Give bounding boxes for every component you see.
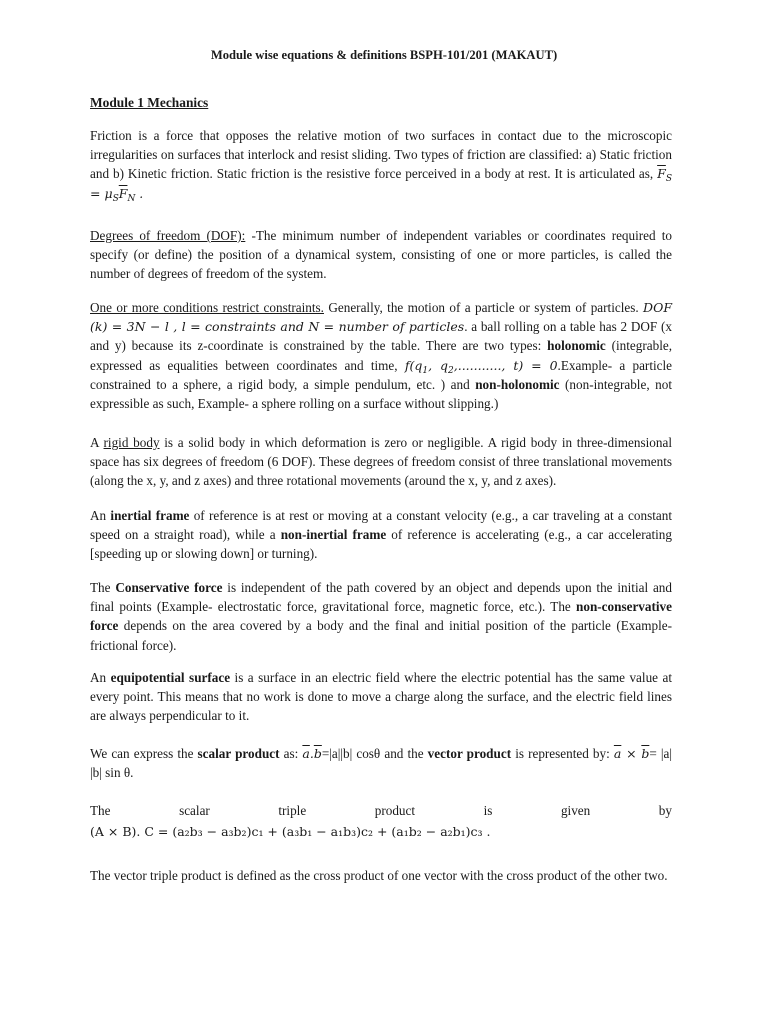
friction-text: Friction is a force that opposes the relative motion of two surfaces in contact due to the microscopic irregularities on surfaces that interlock and resist sliding. Two types of friction are classified: a) Static friction and b) Kinetic friction. Static friction is the resistive force perceived in a body at rest. It is articulated as, <box>90 128 672 182</box>
friction-equation: $\overline{F}_S = \mu_S\overline{F}_N$ . <box>90 166 672 204</box>
constraints-term: One or more conditions restrict constraints. <box>90 300 324 315</box>
holonomic-term: holonomic <box>547 338 606 354</box>
products-paragraph: We can express the scalar product as: $\overline{a}.\overline{b}=|a||b|$ cosθ and the vector product is represented by: $\overline{a} \times \overline{b}= |a|$ |b| sin θ. <box>90 746 672 781</box>
document-title: Module wise equations & definitions BSPH-101/201 (MAKAUT) <box>210 48 558 62</box>
constraints-paragraph: One or more conditions restrict constraints. Generally, the motion of a particle or system of particles. DOF (k) = 3N − l , l = constraints and N = number of particles. a ball rolling on a table has 2 DOF (x and y) because its z-coordinate is constrained by the table. There are two types: holonomic (integrable, expressed as equalities between coordinates and time, $f(q_1$, $q_2$,..........., t) = 0.Example- a particle constrained to a sphere, a rigid body, a simple pendulum, etc. ) and non-holonomic (non-integrable, not expressible as such, Example- a sphere rolling on a surface without slipping.) <box>90 300 673 412</box>
scalar-product-formula: $\overline{a}.\overline{b}$ <box>302 746 322 761</box>
triple-product-paragraph <box>90 801 672 841</box>
rigid-body-paragraph: A rigid body is a solid body in which deformation is zero or negligible. A rigid body in three-dimensional space has six degrees of freedom (6 DOF). These degrees of freedom consist of three translational movements (along the x, y, and z axes) and three rotational movements (around the x, y, and z axes). <box>90 435 673 489</box>
triple-product-sentence: The scalar triple product is given by <box>90 803 672 818</box>
inertial-frame-paragraph: An inertial frame of reference is at rest or moving at a constant velocity (e.g., a car traveling at a constant speed on a straight road), while a non-inertial frame of reference is accelerating (e.g., a car accelerating [speeding up or slowing down] or turning). <box>90 508 673 562</box>
vector-product-formula: $\overline{a} \times \overline{b}$ <box>613 746 650 761</box>
holonomic-formula: $f(q_1$, $q_2$,..........., t) = 0 <box>404 357 558 376</box>
dof-term: Degrees of freedom (DOF): <box>90 228 246 243</box>
scalar-product-term: scalar product <box>197 746 280 761</box>
equipotential-paragraph: An equipotential surface is a surface in an electric field where the electric potential has the same value at every point. This means that no work is done to move a charge along the surface, and the electric field lines are always perpendicular to it. <box>90 670 672 724</box>
non-inertial-frame-term: non-inertial frame <box>280 527 387 543</box>
dof-text: -The minimum number of independent variables or coordinates required to specify (or define) the position of a dynamical system, consisting of one or more particles, is called the number of degrees of freedom of the system. <box>90 228 673 282</box>
nonholonomic-term: non-holonomic <box>475 376 560 392</box>
dof-formula: DOF (k) = 3N − l , l = constraints and N = number of particles <box>90 300 672 335</box>
vector-triple-paragraph: The vector triple product is defined as the cross product of one vector with the cross product of the other two. <box>90 868 668 883</box>
inertial-frame-term: inertial frame <box>110 508 190 523</box>
module-heading: Module 1 Mechanics <box>90 95 209 110</box>
dof-paragraph <box>90 226 672 284</box>
vector-product-term: vector product <box>427 746 512 761</box>
non-conservative-force-term: non-conservative force <box>90 599 672 634</box>
conservative-force-paragraph: The Conservative force is independent of the path covered by an object and depends upon the initial and final points (Example- electrostatic force, gravitational force, magnetic force, etc.). The non-conservative force depends on the area covered by a body and the final and initial position of the particle (Example- frictional force). <box>90 580 672 653</box>
friction-paragraph <box>90 126 672 203</box>
triple-product-equation: (A × B). C = (a₂b₃ − a₃b₂)c₁ + (a₃b₁ − a₁b₃)c₂ + (a₁b₂ − a₂b₁)c₃ . <box>90 824 491 840</box>
equipotential-term: equipotential surface <box>110 670 231 685</box>
conservative-force-term: Conservative force <box>115 580 223 595</box>
rigid-body-term: rigid body <box>103 435 160 450</box>
